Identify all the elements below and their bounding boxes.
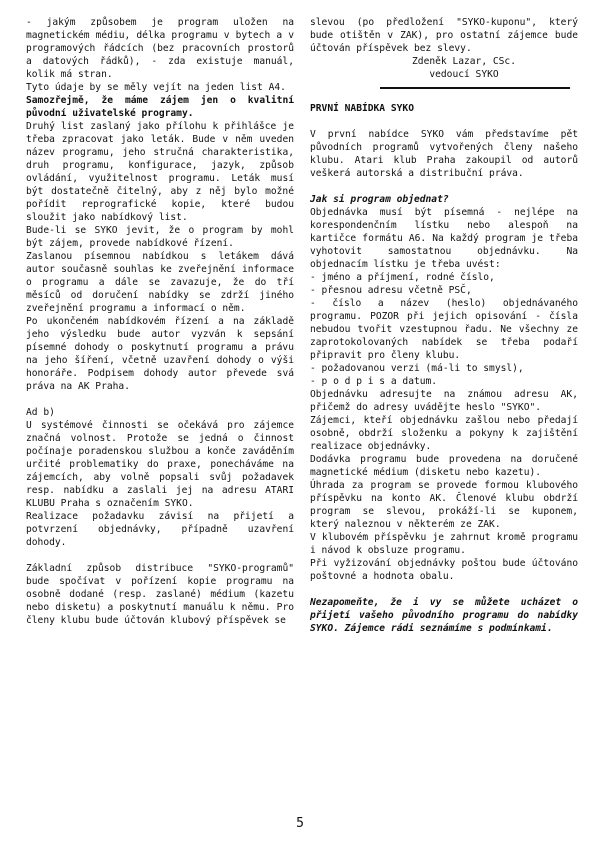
order-subheading: Jak si program objednat? (310, 194, 449, 205)
order-list-item: - požadovanou verzi (má-li to smysl), (310, 363, 524, 374)
order-paragraph: Objednávka musí být písemná - nejlépe na korespondenčním lístku nebo alespoň na kartičce formátu A6. Na každý program je třeba vyhotovit samostatnou objednávku. Na objednacím lístku je třeba uvést: (310, 207, 578, 270)
intro-paragraph-2: Tyto údaje by se měly vejít na jeden list A4. (26, 82, 286, 93)
quality-heading: Samozřejmě, že máme zájem jen o kvalitní původní uživatelské programy. (26, 95, 294, 119)
order-list-item: - jméno a příjmení, rodné číslo, (310, 272, 495, 283)
consent-paragraph: Zaslanou písemnou nabídkou s letákem dává autor současně souhlas ke zveřejnění informace o programu a dále se zavazuje, že do tří měsíců od doručení nabídky se zdrží jiného zveřejnění programu a informací o něm. (26, 251, 294, 314)
realization-paragraph: Realizace požadavku závisí na přijetí a potvrzení objednávky, případně uzavření dohody. (26, 511, 294, 548)
applicants-paragraph: Zájemci, kteří objednávku zašlou nebo předají osobně, obdrží složenku a pokyny k zajištění realizace objednávky. (310, 415, 578, 452)
address-paragraph: Objednávku adresujte na známou adresu AK, přičemž do adresy uvádějte heslo "SYKO". (310, 389, 578, 413)
order-list-item: - přesnou adresu včetně PSČ, (310, 285, 472, 296)
section-title: PRVNÍ NABÍDKA SYKO (310, 103, 414, 114)
system-activity-paragraph: U systémové činnosti se očekává pro zájemce značná volnost. Protože se jedná o činnost počínaje poradenskou službou a konče zaváděním určité problematiky do praxe, ponecháváme na zájemcích, aby volně popsali svůj požadavek resp. nabídku a zaslali jej na adresu ATARI KLUBU Praha s označením SYKO. (26, 420, 294, 509)
offer-procedure-paragraph: Bude-li se SYKO jevit, že o program by mohl být zájem, provede nabídkové řízení. (26, 225, 294, 249)
signature-role: vedoucí SYKO (429, 69, 499, 80)
left-column (26, 16, 294, 627)
discount-paragraph: slevou (po předložení "SYKO-kuponu", který bude otištěn v ZAK), pro ostatní zájemce bude účtován příspěvek bez slevy. (310, 17, 578, 54)
agreement-paragraph: Po ukončeném nabídkovém řízení a na základě jeho výsledku bude autor vyzván k sepsání písemné dohody o poskytnutí programu a právu na jeho šíření, včetně uzavření dohody o výši honoráře. Podpisem dohody autor převede svá práva na AK Praha. (26, 316, 294, 392)
order-list-item: - číslo a název (heslo) objednávaného programu. POZOR při jejich opisování - čísla nebudou tvořit vzestupnou řadu. Ne všechny ze zaprotokolovaných nabídek se třeba podaří připravit pro členy klubu. (310, 298, 578, 361)
closing-note: Nezapomeňte, že i vy se můžete ucházet o přijetí vašeho původního programu do nabídky SYKO. Zájemce rádi seznámíme s podmínkami. (310, 597, 578, 634)
delivery-paragraph: Dodávka programu bude provedena na doručené magnetické médium (disketu nebo kazetu). (310, 454, 578, 478)
leaflet-paragraph: Druhý list zaslaný jako přílohu k přihlášce je třeba zpracovat jako leták. Bude v něm uveden název programu, jeho stručná charakteristika, druh programu, konfigurace, jazyk, způsob ovládání, využitelnost programu. Leták musí být dostatečně čitelný, aby z něj bylo možné pořídit reprografické kopie, které budou sloužit jako nabídkový list. (26, 121, 294, 223)
section-label-ad-b: Ad b) (26, 407, 55, 418)
intro-paragraph: - jakým způsobem je program uložen na magnetickém médiu, délka programu v bytech a v programových řádcích (bez pracovních prostorů a datových řádků), - zda existuje manuál, kolik má stran. (26, 17, 294, 80)
page-number: 5 (296, 816, 304, 831)
signature-name: Zdeněk Lazar, CSc. (412, 56, 516, 67)
distribution-paragraph: Základní způsob distribuce "SYKO-programů" bude spočívat v pořízení kopie programu na osobně dodané (resp. zaslané) médium (kazetu nebo disketu) a poskytnutí manuálu k němu. Pro členy klubu bude účtován klubový příspěvek se (26, 563, 294, 626)
payment-paragraph: Úhrada za program se provede formou klubového příspěvku na konto AK. Členové klubu obdrží program se slevou, prokáží-li se kuponem, který naleznou v některém ze ZAK. (310, 480, 578, 530)
right-column (310, 16, 578, 635)
first-offer-paragraph: V první nabídce SYKO vám představíme pět původních programů vytvořených členy našeho klubu. Atari klub Praha zakoupil od autorů veškerá autorská a distribuční práva. (310, 129, 578, 179)
order-list-item: - p o d p i s a datum. (310, 376, 438, 387)
postage-paragraph: Při vyžizování objednávky poštou bude účtováno poštovné a hodnota obalu. (310, 558, 578, 582)
fee-paragraph: V klubovém příspěvku je zahrnut kromě programu i návod k obsluze programu. (310, 532, 578, 556)
